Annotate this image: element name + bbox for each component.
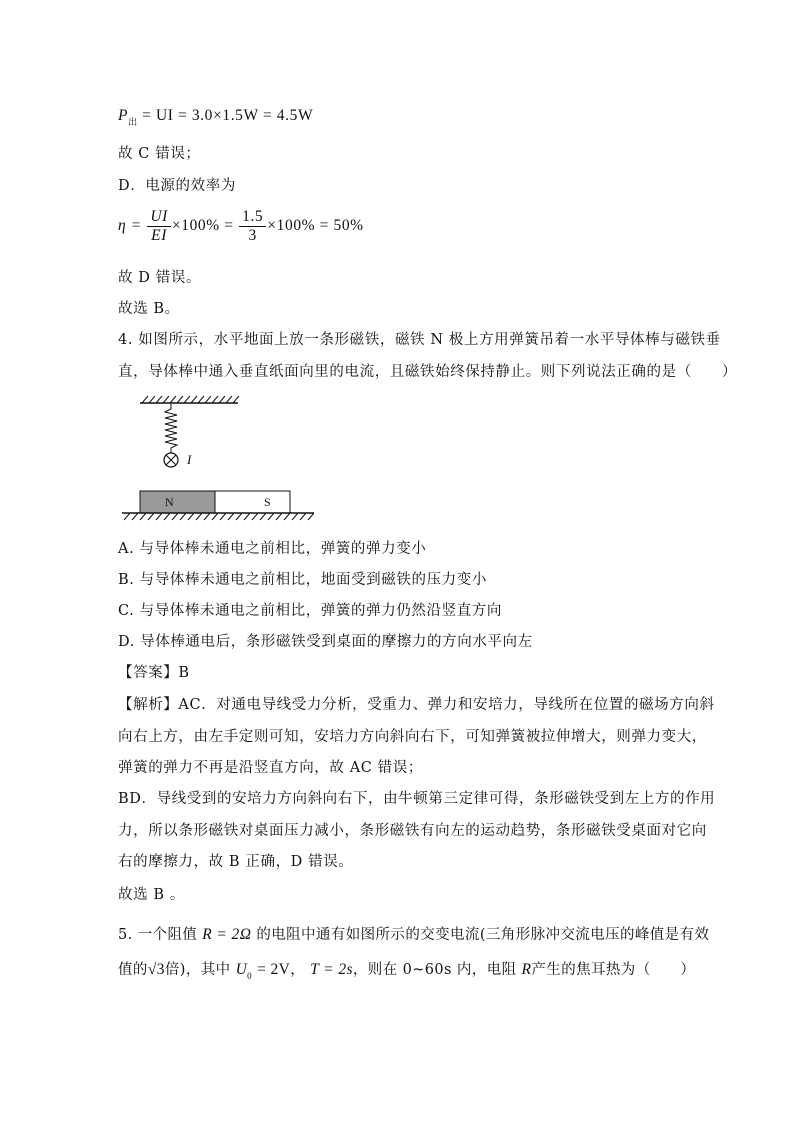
power-formula <box>118 106 313 132</box>
north-label: N <box>165 495 174 509</box>
q5-text: 倍)，其中 <box>164 962 231 978</box>
d-conclusion: 故 D 错误。 <box>118 270 202 286</box>
q4-conclusion: 故选 B 。 <box>118 887 185 903</box>
magnet-north <box>140 491 215 513</box>
q5-text: 5. 一个阻值 <box>118 927 198 943</box>
analysis-line: 弹簧的弹力不再是沿竖直方向，故 AC 错误； <box>118 760 423 776</box>
q5-text: 值的 <box>118 962 148 978</box>
q5-resistance: R = 2Ω <box>202 926 252 943</box>
spring <box>165 403 177 453</box>
power-symbol: P <box>118 107 129 124</box>
period-value: T = 2s <box>310 961 353 978</box>
ground <box>122 513 314 520</box>
q4-figure <box>118 392 318 524</box>
fraction-denominator: EI <box>151 226 168 244</box>
q5-text: ， <box>290 962 306 978</box>
q4-stem-line2: 直，导体棒中通入垂直纸面向里的电流，且磁铁始终保持静止。则下列说法正确的是（ ） <box>118 364 738 380</box>
q4-stem-line1: 4. 如图所示，水平地面上放一条形磁铁，磁铁 N 极上方用弹簧吊着一水平导体棒与磁铁垂 <box>118 332 721 348</box>
q5-text: 的电阻中通有如图所示的交变电流(三角形脉冲交流电压的峰值是有效 <box>256 927 710 943</box>
current-label: I <box>187 452 192 467</box>
sqrt3: √3 <box>147 961 165 978</box>
option-a: A. 与导体棒未通电之前相比，弹簧的弹力变小 <box>118 541 427 557</box>
formula-tail: ×100% = 50% <box>267 217 364 234</box>
c-conclusion: 故 C 错误； <box>118 146 201 162</box>
south-label: S <box>264 495 271 509</box>
fraction-numeric <box>239 208 266 245</box>
option-c: C. 与导体棒未通电之前相比，弹簧的弹力仍然沿竖直方向 <box>118 603 502 619</box>
analysis-line: 力，所以条形磁铁对桌面压力减小，条形磁铁有向左的运动趋势，条形磁铁受桌面对它向 <box>118 823 707 839</box>
r-symbol: R <box>521 961 532 978</box>
efficiency-formula <box>118 207 364 245</box>
analysis-line: BD．导线受到的安培力方向斜向右下，由牛顿第三定律可得，条形磁铁受到左上方的作用 <box>118 791 716 807</box>
power-subscript: 出 <box>128 117 138 127</box>
option-b: B. 与导体棒未通电之前相比，地面受到磁铁的压力变小 <box>118 572 487 588</box>
ceiling <box>140 396 239 403</box>
q4-answer: 【答案】B <box>118 665 190 681</box>
current-into-page-icon <box>164 453 178 467</box>
fraction-numerator: UI <box>147 208 171 227</box>
formula-mid: ×100% = <box>171 217 234 234</box>
u0-symbol: U <box>235 961 248 978</box>
fraction-numerator: 1.5 <box>239 208 266 227</box>
q5-text: ，则在 0~60s 内，电阻 <box>352 962 517 978</box>
power-rhs: = UI = 3.0×1.5W = 4.5W <box>142 107 314 124</box>
analysis-line: 右的摩擦力，故 B 正确，D 错误。 <box>118 854 354 870</box>
analysis-line: 向右上方，由左手定则可知，安培力方向斜向右下，可知弹簧被拉伸增大，则弹力变大， <box>118 729 707 745</box>
u0-value: = 2V <box>257 961 291 978</box>
eta-symbol: η = <box>118 217 142 234</box>
analysis-line: 【解析】AC．对通电导线受力分析，受重力、弹力和安培力，导线所在位置的磁场方向斜 <box>118 697 715 713</box>
u0-subscript: 0 <box>247 971 253 981</box>
q5-stem-line1 <box>118 925 709 945</box>
fraction-denominator: 3 <box>248 226 257 244</box>
q3-answer: 故选 B。 <box>118 301 180 317</box>
d-intro: D．电源的效率为 <box>118 178 236 194</box>
q5-text: 产生的焦耳热为（ ） <box>531 962 696 978</box>
q5-stem-line2 <box>118 960 695 986</box>
magnet-south <box>215 491 290 513</box>
option-d: D. 导体棒通电后，条形磁铁受到桌面的摩擦力的方向水平向左 <box>118 634 533 650</box>
fraction-ui-ei <box>147 208 171 245</box>
